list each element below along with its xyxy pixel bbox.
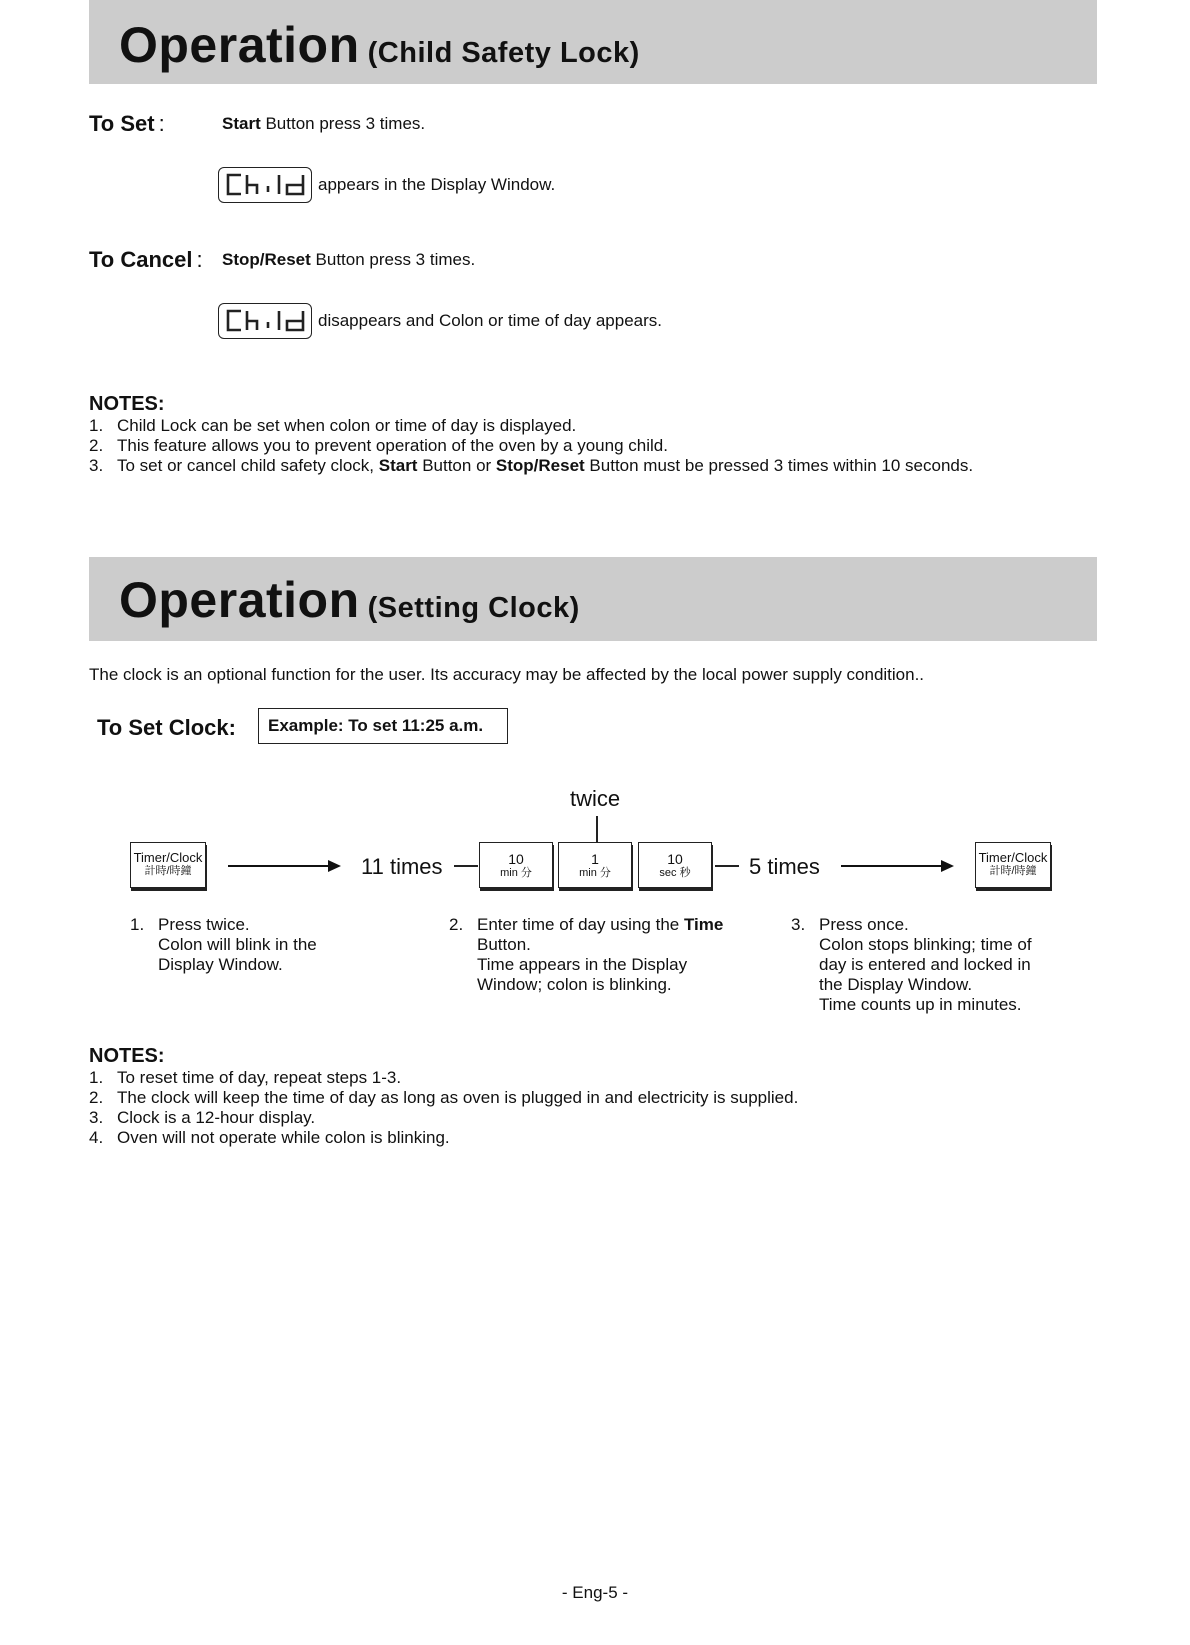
step-body xyxy=(819,915,1032,1015)
example-box: Example: To set 11:25 a.m. xyxy=(258,708,508,744)
step-line: Time appears in the Display xyxy=(477,955,688,974)
title-sub: (Setting Clock) xyxy=(367,592,580,624)
twice-connector xyxy=(596,816,598,842)
note-item xyxy=(89,456,973,476)
key-label: Timer/Clock xyxy=(133,850,203,865)
child-lcd-icon xyxy=(223,172,307,198)
clock-title xyxy=(119,571,580,629)
note-num: 2. xyxy=(89,1088,104,1107)
child-lock-header xyxy=(89,0,1097,84)
step-line xyxy=(477,915,723,935)
key-sublabel: 計時/時鐘 xyxy=(989,865,1037,877)
step-line: the Display Window. xyxy=(819,975,973,994)
to-set-colon: : xyxy=(158,111,165,136)
appears-text: appears in the Display Window. xyxy=(318,175,556,194)
step-line: Button. xyxy=(477,935,531,954)
to-set-label xyxy=(89,111,165,137)
key-unit: min 分 xyxy=(579,867,611,879)
note-num: 3. xyxy=(89,1108,104,1127)
to-cancel-rest: Button press 3 times. xyxy=(310,250,476,269)
connector-line xyxy=(454,865,478,867)
timer-clock-key-1[interactable] xyxy=(130,842,206,888)
note-text: Oven will not operate while colon is blinking. xyxy=(117,1128,450,1147)
arrow-right-icon xyxy=(841,858,956,874)
note-text: Clock is a 12-hour display. xyxy=(117,1108,316,1127)
step-line: day is entered and locked in xyxy=(819,955,1031,974)
note-text: The clock will keep the time of day as long as oven is plugged in and electricity is supplied. xyxy=(117,1088,799,1107)
note-item xyxy=(89,436,973,456)
child-lock-notes xyxy=(89,416,973,476)
arrow-right-icon xyxy=(228,858,343,874)
step-line: Press twice. xyxy=(158,915,250,934)
key-unit: sec 秒 xyxy=(659,867,691,879)
times-5-label: 5 times xyxy=(749,854,820,879)
step-line: Colon stops blinking; time of xyxy=(819,935,1032,954)
note-num: 4. xyxy=(89,1128,104,1147)
note-item xyxy=(89,1108,798,1128)
to-cancel-text: To Cancel xyxy=(89,247,193,272)
to-cancel-label xyxy=(89,247,203,273)
note-text: Button or xyxy=(417,456,496,475)
note-item xyxy=(89,1068,798,1088)
step-line: Time counts up in minutes. xyxy=(819,995,1022,1014)
note-text: Child Lock can be set when colon or time of day is displayed. xyxy=(117,416,577,435)
note-text: To reset time of day, repeat steps 1-3. xyxy=(117,1068,402,1087)
notes-title: NOTES: xyxy=(89,1045,165,1067)
note-num: 1. xyxy=(89,1068,104,1087)
key-value: 10 xyxy=(508,851,524,867)
step-num: 2. xyxy=(449,915,464,934)
connector-line xyxy=(715,865,739,867)
title-main: Operation xyxy=(119,17,360,73)
step-body xyxy=(158,915,317,975)
step-num: 1. xyxy=(130,915,145,934)
step-line: Display Window. xyxy=(158,955,283,974)
key-unit: min 分 xyxy=(500,867,532,879)
to-cancel-instruction xyxy=(222,250,475,270)
key-label: Timer/Clock xyxy=(978,850,1048,865)
timer-clock-key-2[interactable] xyxy=(975,842,1051,888)
to-set-instruction xyxy=(222,114,425,134)
to-set-rest: Button press 3 times. xyxy=(260,114,426,133)
note-item xyxy=(89,1128,798,1148)
to-cancel-colon: : xyxy=(196,247,203,272)
note-num: 2. xyxy=(89,436,104,455)
key-1-min[interactable] xyxy=(558,842,632,888)
note-bold: Stop/Reset xyxy=(495,456,585,475)
to-set-text: To Set xyxy=(89,111,155,136)
times-11-label: 11 times xyxy=(361,854,443,879)
clock-intro: The clock is an optional function for the user. Its accuracy may be affected by the local power supply condition.. xyxy=(89,665,925,684)
twice-label: twice xyxy=(570,786,621,811)
stop-reset-button-ref: Stop/Reset xyxy=(222,250,311,269)
disappears-text: disappears and Colon or time of day appears. xyxy=(318,311,662,330)
key-sublabel: 計時/時鐘 xyxy=(144,865,192,877)
lcd-child-display-2 xyxy=(218,303,312,339)
note-item xyxy=(89,1088,798,1108)
step-text: Enter time of day using the xyxy=(477,915,684,934)
note-bold: Start xyxy=(378,456,418,475)
step-line: Colon will blink in the xyxy=(158,935,317,954)
clock-notes xyxy=(89,1068,798,1148)
start-button-ref: Start xyxy=(222,114,261,133)
note-text: This feature allows you to prevent operation of the oven by a young child. xyxy=(117,436,668,455)
child-lock-title xyxy=(119,16,640,74)
note-num: 1. xyxy=(89,416,104,435)
step-num: 3. xyxy=(791,915,806,934)
note-text: Button must be pressed 3 times within 10 seconds. xyxy=(584,456,974,475)
child-lcd-icon xyxy=(223,308,307,334)
title-main: Operation xyxy=(119,572,360,628)
note-num: 3. xyxy=(89,456,104,475)
lcd-child-display xyxy=(218,167,312,203)
note-item xyxy=(89,416,973,436)
step-line: Window; colon is blinking. xyxy=(477,975,672,994)
step-body xyxy=(477,915,723,995)
notes-title: NOTES: xyxy=(89,393,165,415)
step-line: Press once. xyxy=(819,915,909,934)
to-set-clock-label: To Set Clock: xyxy=(97,715,236,740)
page-number: - Eng-5 - xyxy=(561,1583,629,1602)
key-value: 1 xyxy=(591,851,599,867)
key-10-sec[interactable] xyxy=(638,842,712,888)
time-button-ref: Time xyxy=(683,915,724,934)
note-text: To set or cancel child safety clock, xyxy=(117,456,379,475)
key-value: 10 xyxy=(667,851,683,867)
clock-header xyxy=(89,557,1097,641)
title-sub: (Child Safety Lock) xyxy=(367,37,640,69)
key-10-min[interactable] xyxy=(479,842,553,888)
